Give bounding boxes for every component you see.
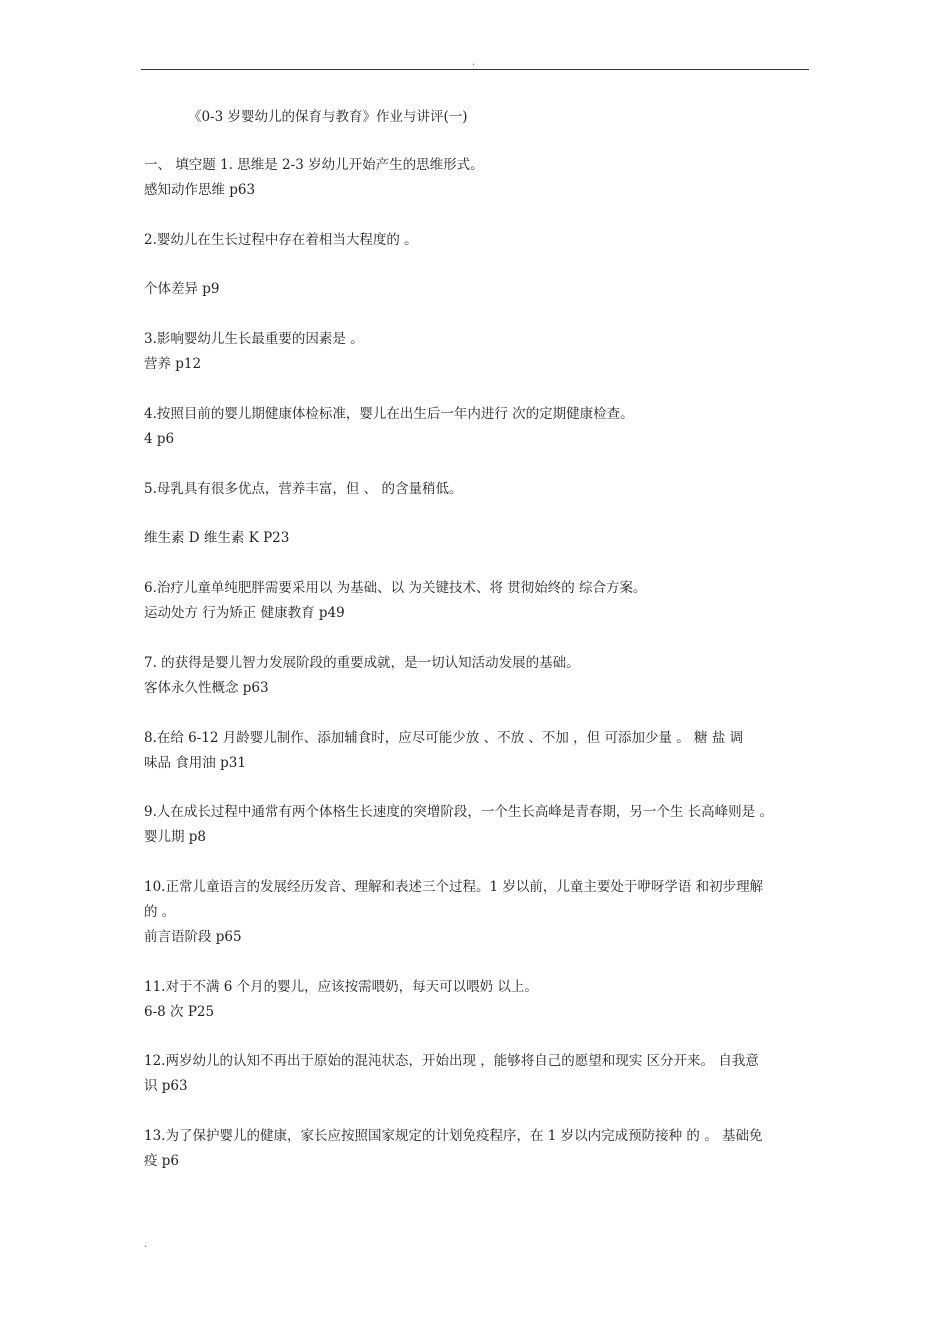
text-line: 7. 的获得是婴儿智力发展阶段的重要成就，是一切认知活动发展的基础。 [144,655,580,671]
header-mark: . [472,57,476,68]
text-line: 10.正常儿童语言的发展经历发音、理解和表述三个过程。1 岁以前，儿童主要处于咿呀学语 和初步理解 [144,879,764,895]
text-line: 感知动作思维 p63 [144,182,256,198]
footer-mark: . [144,1239,148,1250]
text-line: 9.人在成长过程中通常有两个体格生长速度的突增阶段，一个生长高峰是青春期，另一个生 长高峰则是 。 [144,804,773,820]
text-line: 疫 p6 [144,1153,180,1169]
text-line: 的 。 [144,904,176,920]
text-line: 13.为了保护婴儿的健康，家长应按照国家规定的计划免疫程序，在 1 岁以内完成预防接种 的 。 基础免 [144,1128,763,1144]
text-line: 11.对于不满 6 个月的婴儿，应该按需喂奶，每天可以喂奶 以上。 [144,979,538,995]
text-line: 5.母乳具有很多优点，营养丰富，但 、 的含量稍低。 [144,481,463,497]
text-line: 2.婴幼儿在生长过程中存在着相当大程度的 。 [144,232,418,248]
text-line: 前言语阶段 p65 [144,929,242,945]
text-line: 维生素 D 维生素 K P23 [144,530,290,546]
document-title: 《0-3 岁婴幼儿的保育与教育》作业与讲评(一) [188,109,468,125]
text-line: 12.两岁幼儿的认知不再出于原始的混沌状态，开始出现 ，能够将自己的愿望和现实 区分开来。 自我意 [144,1053,759,1069]
text-line: 营养 p12 [144,356,202,372]
text-line: 个体差异 p9 [144,281,220,297]
text-line: 运动处方 行为矫正 健康教育 p49 [144,605,345,621]
text-line: 一、 填空题 1. 思维是 2-3 岁幼儿开始产生的思维形式。 [144,157,484,173]
text-line: 识 p63 [144,1078,188,1094]
text-line: 味品 食用油 p31 [144,755,246,771]
text-line: 8.在给 6-12 月龄婴儿制作、添加辅食时，应尽可能少放 、不放 、不加 ，但 可添加少量 。 糖 盐 调 [144,730,744,746]
text-line: 婴儿期 p8 [144,829,207,845]
text-line: 4 p6 [144,431,175,447]
text-line: 3.影响婴幼儿生长最重要的因素是 。 [144,331,364,347]
text-line: 6-8 次 P25 [144,1004,215,1020]
header-rule [141,69,809,70]
text-line: 4.按照目前的婴儿期健康体检标准，婴儿在出生后一年内进行 次的定期健康检查。 [144,406,634,422]
text-line: 6.治疗儿童单纯肥胖需要采用以 为基础、以 为关键技术、将 贯彻始终的 综合方案。 [144,580,647,596]
text-line: 客体永久性概念 p63 [144,680,269,696]
